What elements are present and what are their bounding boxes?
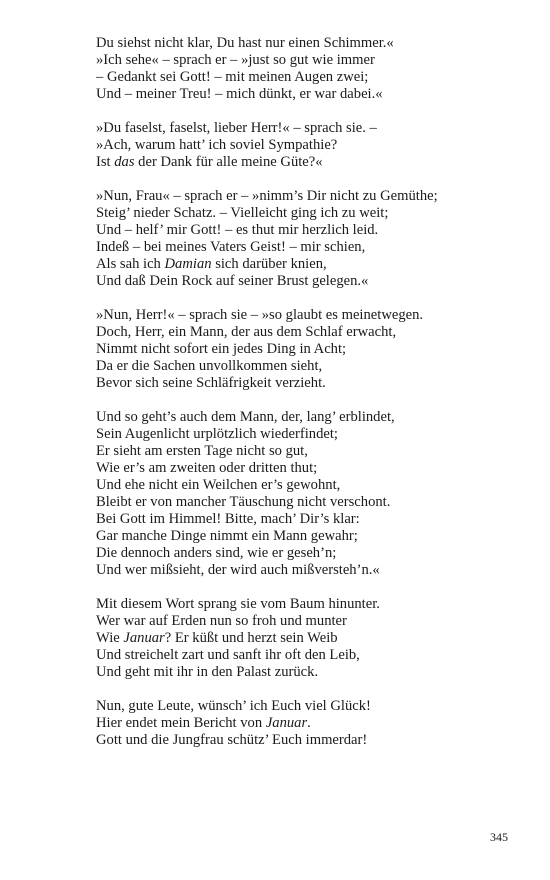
verse-line [96, 528, 516, 545]
verse-text: Und so geht’s auch dem Mann, der, lang’ erblindet, [96, 409, 395, 425]
verse-line [96, 52, 516, 69]
verse-text: Indeß – bei meines Vaters Geist! – mir schien, [96, 239, 366, 255]
verse-text: sich darüber knien, [211, 256, 327, 272]
stanza [96, 120, 516, 171]
verse-text: . [307, 715, 311, 731]
verse-line [96, 596, 516, 613]
verse-text: Er sieht am ersten Tage nicht so gut, [96, 443, 308, 459]
verse-line [96, 664, 516, 681]
verse-line [96, 307, 516, 324]
verse-line [96, 188, 516, 205]
verse-text: Nun, gute Leute, wünsch’ ich Euch viel Glück! [96, 698, 371, 714]
verse-text: Und – meiner Treu! – mich dünkt, er war dabei.« [96, 86, 383, 102]
verse-text: Und geht mit ihr in den Palast zurück. [96, 664, 319, 680]
verse-text: »Ach, warum hatt’ ich soviel Sympathie? [96, 137, 338, 153]
verse-text: Da er die Sachen unvollkommen sieht, [96, 358, 323, 374]
verse-text: Und daß Dein Rock auf seiner Brust gelegen.« [96, 273, 369, 289]
verse-line [96, 273, 516, 290]
stanza [96, 188, 516, 290]
verse-line [96, 120, 516, 137]
verse-line [96, 137, 516, 154]
verse-text: Und – helf’ mir Gott! – es thut mir herzlich leid. [96, 222, 379, 238]
italic-name: Damian [164, 256, 212, 272]
verse-text: der Dank für alle meine Güte?« [134, 154, 323, 170]
verse-text: Wie [96, 630, 124, 646]
verse-line [96, 341, 516, 358]
verse-line [96, 562, 516, 579]
verse-line [96, 324, 516, 341]
stanza [96, 596, 516, 681]
verse-text: Nimmt nicht sofort ein jedes Ding in Acht; [96, 341, 347, 357]
verse-text: Bleibt er von mancher Täuschung nicht verschont. [96, 494, 391, 510]
verse-line [96, 239, 516, 256]
verse-line [96, 222, 516, 239]
verse-line [96, 69, 516, 86]
verse-line [96, 205, 516, 222]
verse-line [96, 443, 516, 460]
verse-text: »Du faselst, faselst, lieber Herr!« – sprach sie. – [96, 120, 377, 136]
verse-line [96, 358, 516, 375]
verse-line [96, 613, 516, 630]
verse-text: Sein Augenlicht urplötzlich wiederfindet; [96, 426, 338, 442]
verse-text: Gott und die Jungfrau schütz’ Euch immerdar! [96, 732, 368, 748]
stanza [96, 409, 516, 579]
verse-text: Wie er’s am zweiten oder dritten thut; [96, 460, 318, 476]
verse-line [96, 409, 516, 426]
verse-line [96, 35, 516, 52]
verse-text: Die dennoch anders sind, wie er geseh’n; [96, 545, 337, 561]
verse-line [96, 256, 516, 273]
verse-text: Du siehst nicht klar, Du hast nur einen Schimmer.« [96, 35, 394, 51]
verse-line [96, 715, 516, 732]
poem-text [96, 35, 516, 766]
verse-line [96, 375, 516, 392]
verse-line [96, 545, 516, 562]
verse-text: Mit diesem Wort sprang sie vom Baum hinunter. [96, 596, 380, 612]
italic-name: Januar [265, 715, 308, 731]
verse-text: Und wer mißsieht, der wird auch mißversteh’n.« [96, 562, 380, 578]
verse-text: »Ich sehe« – sprach er – »just so gut wie immer [96, 52, 375, 68]
verse-line [96, 86, 516, 103]
verse-line [96, 154, 516, 171]
stanza [96, 698, 516, 749]
verse-text: Steig’ nieder Schatz. – Vielleicht ging ich zu weit; [96, 205, 389, 221]
verse-text: Wer war auf Erden nun so froh und munter [96, 613, 347, 629]
page-number: 345 [490, 830, 508, 844]
verse-line [96, 494, 516, 511]
verse-line [96, 630, 516, 647]
verse-text: – Gedankt sei Gott! – mit meinen Augen zwei; [96, 69, 369, 85]
verse-text: »Nun, Herr!« – sprach sie – »so glaubt es meinetwegen. [96, 307, 424, 323]
verse-text: ? Er küßt und herzt sein Weib [164, 630, 338, 646]
verse-text: Bevor sich seine Schläfrigkeit verzieht. [96, 375, 326, 391]
verse-text: Ist [96, 154, 115, 170]
verse-line [96, 647, 516, 664]
verse-line [96, 698, 516, 715]
verse-text: Doch, Herr, ein Mann, der aus dem Schlaf erwacht, [96, 324, 397, 340]
verse-text: Und ehe nicht ein Weilchen er’s gewohnt, [96, 477, 341, 493]
verse-text: Als sah ich [96, 256, 165, 272]
verse-line [96, 732, 516, 749]
verse-line [96, 460, 516, 477]
italic-name: Januar [123, 630, 165, 646]
stanza [96, 35, 516, 103]
verse-line [96, 477, 516, 494]
verse-line [96, 511, 516, 528]
verse-text: Hier endet mein Bericht von [96, 715, 266, 731]
verse-text: Und streichelt zart und sanft ihr oft den Leib, [96, 647, 360, 663]
verse-line [96, 426, 516, 443]
verse-text: »Nun, Frau« – sprach er – »nimm’s Dir nicht zu Gemüthe; [96, 188, 438, 204]
verse-text: Bei Gott im Himmel! Bitte, mach’ Dir’s klar: [96, 511, 360, 527]
stanza [96, 307, 516, 392]
verse-text: Gar manche Dinge nimmt ein Mann gewahr; [96, 528, 358, 544]
italic-name: das [114, 154, 135, 170]
